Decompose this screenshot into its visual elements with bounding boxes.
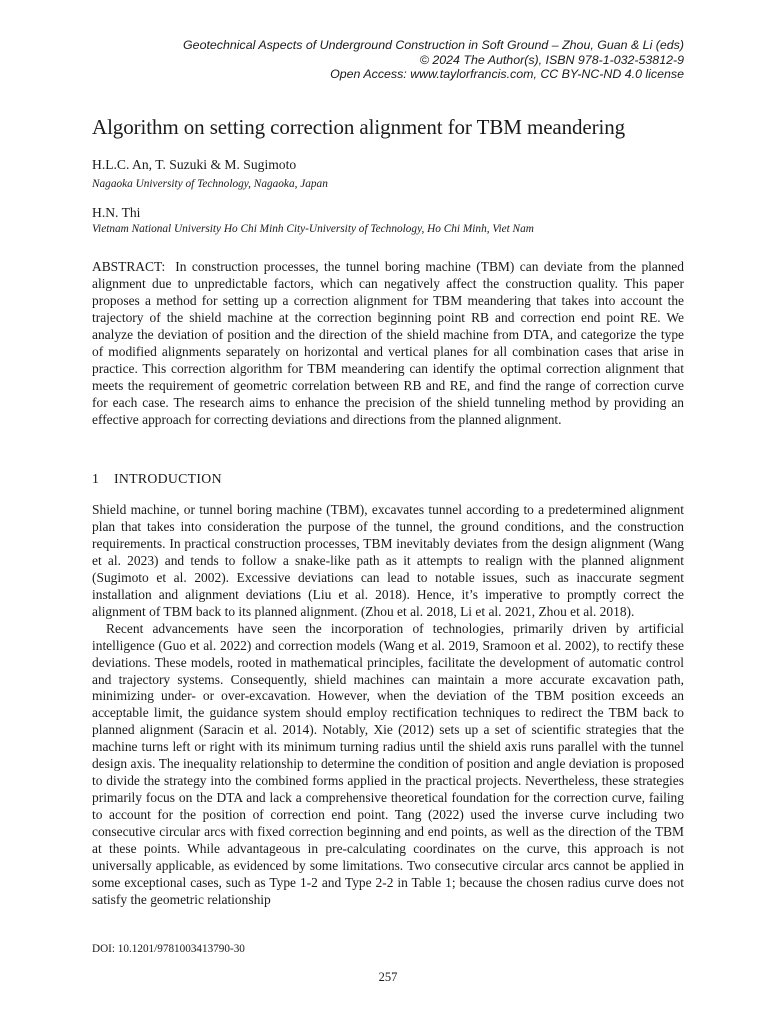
- paragraph-1: Shield machine, or tunnel boring machine (TBM), excavates tunnel according to a predetermined alignment plan that takes into consideration the purpose of the tunnel, the ground conditions, and the construction requirements. In practical construction processes, TBM inevitably deviates from the design alignment (Wang et al. 2023) and tends to follow a snake-like path as it attempts to realign with the planned alignment (Sugimoto et al. 2002). Excessive deviations can lead to notable issues, such as inaccurate segment installation and alignment deviations (Liu et al. 2018). Hence, it’s imperative to promptly correct the alignment of TBM back to its planned alignment. (Zhou et al. 2018, Li et al. 2021, Zhou et al. 2018).: [92, 502, 684, 619]
- abstract-text: In construction processes, the tunnel boring machine (TBM) can deviate from the planned alignment due to unpredictable factors, which can negatively affect the construction quality. This paper proposes a method for setting up a correction alignment for TBM meandering that takes into account the trajectory of the shield machine at the correction beginning point RB and correction end point RE. We analyze the deviation of position and the direction of the shield machine from DTA, and categorize the type of modified alignments separately on horizontal and vertical planes for all combination cases that arise in practice. This correction algorithm for TBM meandering can identify the optimal correction alignment that meets the requirement of geometric correlation between RB and RE, and find the range of correction curve for each case. The research aims to enhance the precision of the shield tunneling method by providing an effective approach for correcting deviations and directions from the planned alignment.: [92, 259, 684, 427]
- affiliation-1: Nagaoka University of Technology, Nagaoka, Japan: [92, 178, 328, 190]
- section-number: 1: [92, 471, 100, 486]
- section-heading: [92, 471, 222, 487]
- abstract: [92, 259, 684, 429]
- authors-group-2: H.N. Thi: [92, 205, 141, 220]
- section-body: [92, 502, 684, 909]
- publication-header: [183, 38, 684, 82]
- section-title: INTRODUCTION: [114, 471, 222, 486]
- affiliation-2: Vietnam National University Ho Chi Minh City-University of Technology, Ho Chi Minh, Viet Nam: [92, 223, 534, 235]
- paper-title: Algorithm on setting correction alignment for TBM meandering: [92, 115, 626, 139]
- abstract-label: ABSTRACT:: [92, 259, 166, 274]
- header-line-3: Open Access: www.taylorfrancis.com, CC BY-NC-ND 4.0 license: [330, 67, 684, 82]
- authors-group-1: H.L.C. An, T. Suzuki & M. Sugimoto: [92, 157, 297, 172]
- header-line-2: © 2024 The Author(s), ISBN 978-1-032-53812-9: [419, 52, 684, 67]
- doi: DOI: 10.1201/9781003413790-30: [92, 943, 245, 955]
- header-line-1: Geotechnical Aspects of Underground Construction in Soft Ground – Zhou, Guan & Li (eds): [183, 38, 684, 52]
- page-number: 257: [378, 970, 398, 984]
- paragraph-2: Recent advancements have seen the incorporation of technologies, primarily driven by artificial intelligence (Guo et al. 2022) and correction models (Wang et al. 2019, Sramoon et al. 2002), to rectify these deviations. These models, rooted in mathematical principles, facilitate the development of automatic control and trajectory systems. Consequently, shield machines can maintain a more accurate excavation path, minimizing under- or over-excavation. However, when the deviation of the TBM position exceeds an acceptable limit, the guidance system should employ rectification techniques to redirect the TBM back to planned alignment (Saracin et al. 2014). Notably, Xie (2012) sets up a set of scientific strategies that the machine turns left or right with its minimum turning radius until the shield axis runs parallel with the tunnel design axis. The inequality relationship to determine the condition of position and angle deviation is proposed to divide the strategy into the combined forms applied in the practical projects. Nevertheless, these strategies primarily focus on the DTA and lack a comprehensive theoretical foundation for the correction curve, failing to account for the position of correction end point. Tang (2022) used the inverse curve including two consecutive circular arcs with fixed correction beginning and end points, as well as the direction of the TBM at these points. While advantageous in pre-calculating coordinates on the curve, this approach is not universally applicable, as evidenced by some limitations. Two consecutive circular arcs cannot be applied in some exceptional cases, such as Type 1-2 and Type 2-2 in Table 1; because the chosen radius curve does not satisfy the geometric relationship: [92, 620, 684, 907]
